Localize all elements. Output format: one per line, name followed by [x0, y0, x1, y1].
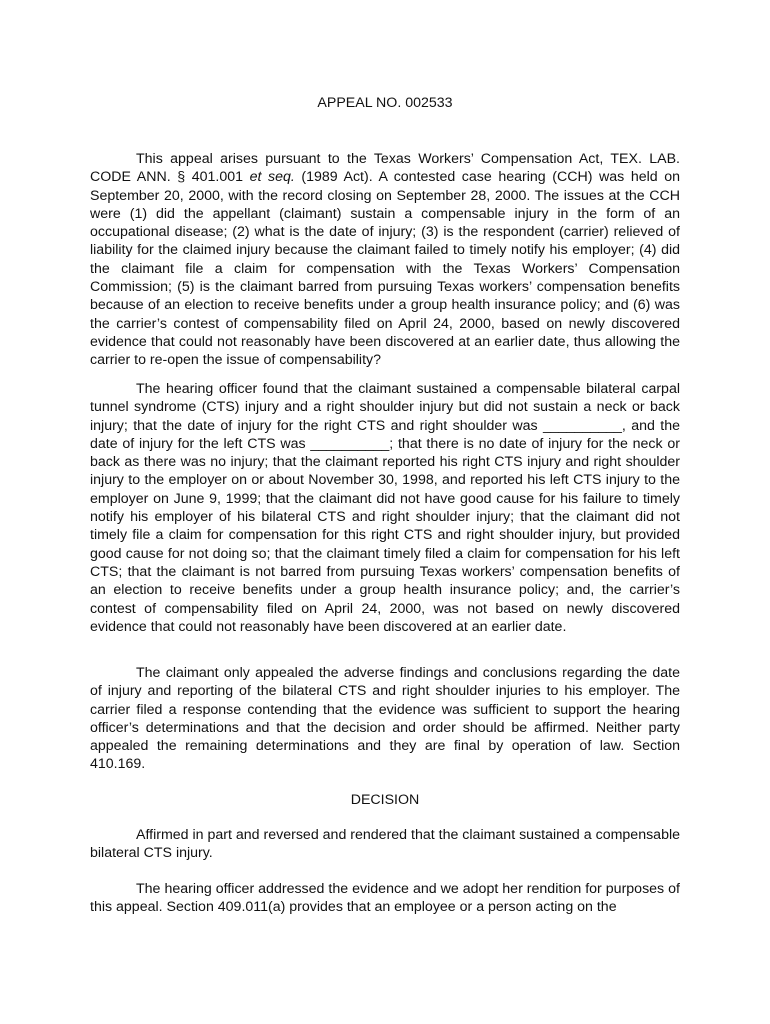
paragraph-appeal-scope: The claimant only appealed the adverse findings and conclusions regarding the date of injury and reporting of the bilateral CTS and right shoulder injuries to his employer. The carrier filed a response contending that the evidence was sufficient to support the hearing officer’s determinations and that the decision and order should be affirmed. Neither party appealed the remaining determinations and they are final by operation of law. Section 410.169.: [90, 665, 680, 773]
intro-text-before: This appeal arises pursuant to the Texas Workers’ Compensation Act, TEX. LAB. CODE ANN. § 401.001: [90, 151, 680, 186]
paragraph-decision: Affirmed in part and reversed and rendered that the claimant sustained a compensable bilateral CTS injury.: [90, 827, 680, 862]
intro-italic-citation: et seq.: [249, 169, 295, 186]
paragraph-hearing-findings: The hearing officer found that the claimant sustained a compensable bilateral carpal tunnel syndrome (CTS) injury and a right shoulder injury but did not sustain a neck or back injury; that the date of injury for the right CTS and right shoulder was __________, and the date of injury for the left CTS was __________; that there is no date of injury for the neck or back as there was no injury; that the claimant reported his right CTS injury and right shoulder injury to the employer on or about November 30, 1998, and reported his left CTS injury to the employer on June 9, 1999; that the claimant did not have good cause for his failure to timely notify his employer of his bilateral CTS and right shoulder injury; that the claimant did not timely file a claim for compensation for this right CTS and right shoulder injury, but provided good cause for not doing so; that the claimant timely filed a claim for compensation for his left CTS; that the claimant is not barred from pursuing Texas workers’ compensation benefits of an election to receive benefits under a group health insurance policy; and, the carrier’s contest of compensability filed on April 24, 2000, was not based on newly discovered evidence that could not reasonably have been discovered at an earlier date.: [90, 381, 680, 635]
intro-text-after: (1989 Act). A contested case hearing (CCH) was held on September 20, 2000, with the record closing on September 28, 2000. The issues at the CCH were (1) did the appellant (claimant) sustain a compensable injury in the form of an occupational disease; (2) what is the date of injury; (3) is the respondent (carrier) relieved of liability for the claimed injury because the claimant failed to timely notify his employer; (4) did the claimant file a claim for compensation with the Texas Workers’ Compensation Commission; (5) is the claimant barred from pursuing Texas workers’ compensation benefits because of an election to receive benefits under a group health insurance policy; and (6) was the carrier’s contest of compensability filed on April 24, 2000, based on newly discovered evidence that could not reasonably have been discovered at an earlier date, thus allowing the carrier to re-open the issue of compensability?: [90, 169, 681, 369]
appeal-title: APPEAL NO. 002533: [317, 95, 453, 111]
paragraph-intro: [90, 150, 680, 370]
paragraph-evidence: The hearing officer addressed the evidence and we adopt her rendition for purposes of this appeal. Section 409.011(a) provides that an employee or a person acting on the: [90, 881, 680, 916]
decision-heading: DECISION: [350, 792, 420, 808]
